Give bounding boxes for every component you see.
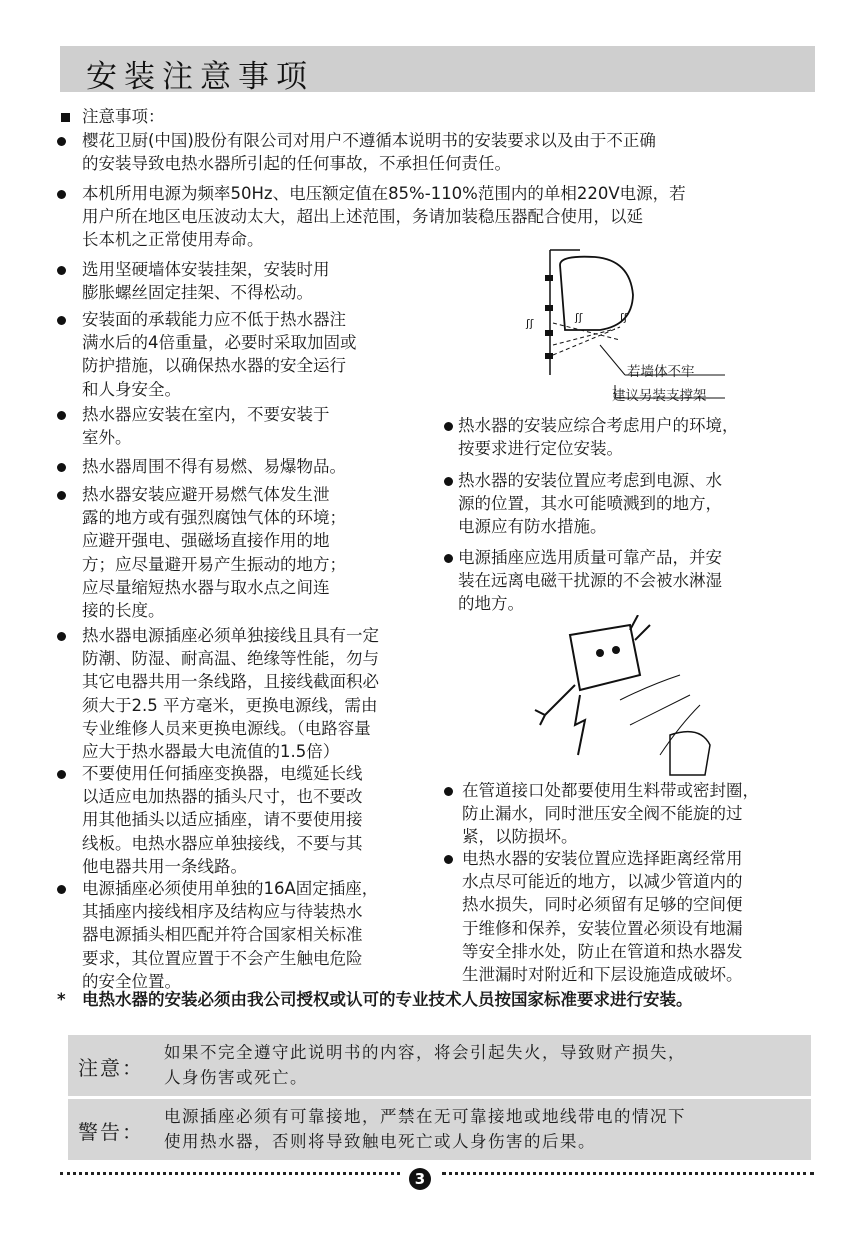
bullet-icon	[444, 855, 453, 864]
list-item-line: 在管道接口处都要使用生料带或密封圈，	[462, 781, 759, 800]
warning-line: 电源插座必须有可靠接地，严禁在无可靠接地或地线带电的情况下	[164, 1107, 686, 1126]
notes-heading: 注意事项：	[82, 107, 165, 126]
list-item-line: 水点尽可能近的地方，以减少管道内的	[462, 872, 743, 892]
list-item-line: 接的长度。	[82, 601, 165, 621]
list-item	[462, 847, 743, 986]
list-item	[82, 483, 346, 622]
list-item-line: 电热水器的安装位置应选择距离经常用	[462, 849, 743, 868]
bullet-icon	[444, 422, 453, 431]
list-item-line: 热水器应安装在室内，不要安装于	[82, 405, 330, 424]
list-item	[462, 779, 759, 849]
list-item	[82, 182, 686, 252]
list-item-line: 膨胀螺丝固定挂架、不得松动。	[82, 283, 313, 303]
list-item-line: 电源应有防水措施。	[458, 517, 607, 537]
list-item-line: 于维修和保养，安装位置必须设有地漏	[462, 918, 743, 938]
list-item-line: 满水后的4倍重量，必要时采取加固或	[82, 333, 357, 353]
list-item	[82, 129, 656, 175]
list-item-line: 长本机之正常使用寿命。	[82, 230, 264, 250]
list-item-line: 热水器安装应避开易燃气体发生泄	[82, 485, 330, 504]
list-item-line: 其插座内接线相序及结构应与待装热水	[82, 902, 363, 922]
list-item-line: 按要求进行定位安装。	[458, 439, 623, 459]
list-item-line: 的安全位置。	[82, 971, 181, 991]
list-item-line: 室外。	[82, 428, 132, 448]
warning-text	[164, 1104, 686, 1154]
bullet-icon	[57, 266, 66, 275]
square-bullet-icon	[61, 113, 70, 122]
bullet-icon	[57, 190, 66, 199]
list-item-line: 热水损失，同时必须留有足够的空间便	[462, 895, 743, 915]
list-item-line: 防潮、防湿、耐高温、绝缘等性能，勿与	[82, 649, 379, 669]
list-item-line: 应尽量缩短热水器与取水点之间连	[82, 577, 330, 597]
bullet-icon	[57, 463, 66, 472]
bullet-icon	[444, 477, 453, 486]
section-title-bar	[60, 46, 815, 95]
list-item-line: 他电器共用一条线路。	[82, 856, 247, 876]
list-item	[458, 546, 722, 616]
bullet-icon	[57, 491, 66, 500]
notice-label: 注意：	[78, 1056, 144, 1080]
bullet-icon	[57, 316, 66, 325]
list-item-line: 用户所在地区电压波动太大，超出上述范围，务请加装稳压器配合使用，以延	[82, 207, 643, 227]
bullet-icon	[57, 632, 66, 641]
list-item-line: 热水器电源插座必须单独接线且具有一定	[82, 626, 379, 645]
list-item-line: 和人身安全。	[82, 379, 181, 399]
list-item-line: 须大于2.5 平方毫米，更换电源线，需由	[82, 695, 378, 715]
figure-label-2: 建议另装支撑架	[612, 388, 707, 404]
list-item	[82, 258, 330, 304]
warning-label: 警告：	[78, 1120, 144, 1144]
bullet-icon	[57, 770, 66, 779]
wall-mount-illustration	[520, 245, 730, 405]
list-item	[82, 455, 346, 478]
list-item-line: 热水器的安装位置应考虑到电源、水	[458, 471, 722, 490]
list-item-line: 专业维修人员来更换电源线。（电路容量	[82, 718, 371, 738]
notice-line: 人身伤害或死亡。	[164, 1068, 308, 1087]
list-item-line: 樱花卫厨(中国)股份有限公司对用户不遵循本说明书的安装要求以及由于不正确	[82, 131, 656, 150]
list-item	[82, 308, 357, 401]
list-item-line: 以适应电加热器的插头尺寸，也不要改	[82, 787, 363, 807]
list-item-line: 用其他插头以适应插座，请不要使用接	[82, 810, 363, 830]
list-item	[82, 403, 330, 449]
svg-text:ʃʃ: ʃʃ	[620, 311, 628, 324]
notice-line: 如果不完全遵守此说明书的内容，将会引起失火，导致财产损失，	[164, 1043, 686, 1062]
list-item-line: 等安全排水处，防止在管道和热水器发	[462, 941, 743, 961]
list-item-line: 露的地方或有强烈腐蚀气体的环境；	[82, 508, 346, 528]
list-item	[82, 877, 378, 993]
list-item-line: 其它电器共用一条线路，且接线截面积必	[82, 672, 379, 692]
list-item-line: 线板。电热水器应单独接线，不要与其	[82, 833, 363, 853]
bullet-icon	[57, 411, 66, 420]
warning-line: 使用热水器，否则将导致触电死亡或人身伤害的后果。	[164, 1132, 596, 1151]
list-item-line: 紧，以防损坏。	[462, 827, 578, 847]
list-item-line: 装在远离电磁干扰源的不会被水淋湿	[458, 571, 722, 591]
list-item-line: 选用坚硬墙体安装挂架，安装时用	[82, 260, 330, 279]
bullet-icon	[444, 787, 453, 796]
footnote-text: 电热水器的安装必须由我公司授权或认可的专业技术人员按国家标准要求进行安装。	[82, 990, 693, 1009]
list-item-line: 热水器的安装应综合考虑用户的环境，	[458, 416, 739, 435]
svg-text:ʃʃ: ʃʃ	[526, 317, 534, 330]
dotted-divider-right	[442, 1172, 814, 1179]
list-item-line: 器电源插头相匹配并符合国家相关标准	[82, 925, 363, 945]
list-item-line: 防护措施，以确保热水器的安全运行	[82, 356, 346, 376]
list-item-line: 防止漏水，同时泄压安全阀不能旋的过	[462, 804, 743, 824]
list-item-line: 的安装导致电热水器所引起的任何事故，不承担任何责任。	[82, 154, 511, 174]
list-item-line: 生泄漏时对附近和下层设施造成破坏。	[462, 965, 743, 985]
list-item-line: 电源插座必须使用单独的16A固定插座，	[82, 879, 379, 898]
svg-text:ʃʃ: ʃʃ	[575, 311, 583, 324]
dotted-divider-left	[60, 1172, 400, 1179]
warning-box	[68, 1099, 811, 1160]
list-item-line: 的地方。	[458, 594, 524, 614]
list-item-line: 源的位置，其水可能喷溅到的地方，	[458, 494, 722, 514]
bullet-icon	[57, 137, 66, 146]
list-item	[82, 762, 363, 878]
bullet-icon	[444, 554, 453, 563]
page-number: 3	[409, 1168, 431, 1190]
list-item-line: 不要使用任何插座变换器，电缆延长线	[82, 764, 363, 783]
footnote-asterisk: *	[57, 990, 66, 1009]
list-item	[458, 469, 722, 539]
list-item-line: 应避开强电、强磁场直接作用的地	[82, 531, 330, 551]
list-item-line: 应大于热水器最大电流值的1.5倍）	[82, 742, 340, 762]
list-item	[458, 414, 739, 460]
list-item-line: 要求，其位置应置于不会产生触电危险	[82, 948, 363, 968]
list-item-line: 热水器周围不得有易燃、易爆物品。	[82, 457, 346, 476]
list-item-line: 方；应尽量避开易产生振动的地方；	[82, 554, 346, 574]
figure-label-1: 若墙体不牢	[627, 364, 695, 380]
bullet-icon	[57, 885, 66, 894]
list-item-line: 电源插座应选用质量可靠产品，并安	[458, 548, 722, 567]
list-item-line: 本机所用电源为频率50Hz、电压额定值在85%-110%范围内的单相220V电源，若	[82, 184, 686, 203]
page-title: 安装注意事项	[86, 59, 314, 95]
list-item-line: 安装面的承载能力应不低于热水器注	[82, 310, 346, 329]
list-item	[82, 624, 379, 763]
notice-box	[68, 1035, 811, 1096]
socket-splash-illustration	[520, 615, 720, 785]
notice-text	[164, 1040, 686, 1090]
